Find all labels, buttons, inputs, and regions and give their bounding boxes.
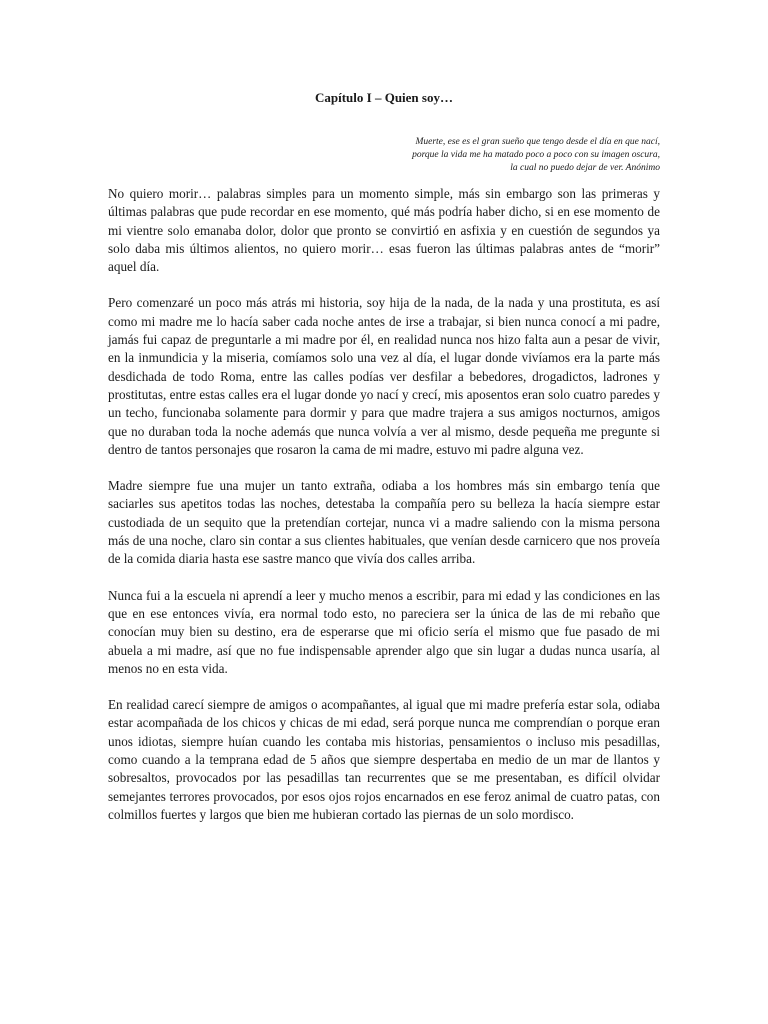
body-text (108, 185, 660, 842)
paragraph: Nunca fui a la escuela ni aprendí a leer y mucho menos a escribir, para mi edad y las condiciones en las que en ese entonces vivía, era normal todo esto, no pareciera ser la única de las de mi rebaño que conocían muy bien su destino, era de esperarse que mi oficio sería el mismo que fue pasado de mi abuela a mi madre, así que no fue indispensable aprender algo que sin lugar a dudas nunca usaría, al menos no en esta vida. (108, 587, 660, 676)
paragraph: En realidad carecí siempre de amigos o acompañantes, al igual que mi madre prefería estar sola, odiaba estar acompañada de los chicos y chicas de mi edad, será porque nunca me comprendían o porque eran unos idiotas, siempre huían cuando les contaba mis historias, pensamientos o incluso mis pesadillas, como cuando a la temprana edad de 5 años que siempre despertaba en medio de un mar de llantos y sobresaltos, provocados por las pesadillas tan recurrentes que se me presentaban, es difícil olvidar semejantes terrores provocados, por esos ojos rojos encarnados en ese feroz animal de cuatro patas, con colmillos fuertes y largos que bien me hubieran cortado las piernas de un solo mordisco. (108, 697, 660, 822)
epigraph (330, 136, 660, 175)
epigraph-line: porque la vida me ha matado poco a poco con su imagen oscura, (412, 150, 660, 160)
paragraph: Pero comenzaré un poco más atrás mi historia, soy hija de la nada, de la nada y una prostituta, es así como mi madre me lo hacía saber cada noche antes de irse a trabajar, si bien nunca conocí a mi padre, jamás fui capaz de preguntarle a mi madre por él, en realidad nunca nos hizo falta aun a pesar de vivir, en la inmundicia y la miseria, comíamos solo una vez al día, el lugar donde vivíamos era la parte más desdichada de todo Roma, entre las calles podías ver desfilar a bebedores, drogadictos, ladrones y prostitutas, entre estas calles era el lugar donde yo nací y crecí, mis aposentos eran solo cuatro paredes y un techo, funcionaba solamente para dormir y para que madre trajera a sus amigos nocturnos, amigos que no duraban toda la noche además que nunca volvía a ver al mismo, desde pequeña me pregunte si dentro de tantos personajes que rosaron la cama de mi madre, estuvo mi padre alguna vez. (108, 295, 660, 457)
epigraph-line: Muerte, ese es el gran sueño que tengo desde el día en que nací, (415, 137, 660, 147)
document-page (108, 0, 660, 1024)
chapter-title: Capítulo I – Quien soy… (315, 90, 453, 105)
paragraph: No quiero morir… palabras simples para un momento simple, más sin embargo son las primeras y últimas palabras que pude recordar en ese momento, qué más podría haber dicho, si en ese momento de mi vientre solo emanaba dolor, dolor que pronto se convirtió en asfixia y en cuestión de segundos ya solo daba mis últimos alientos, no quiero morir… esas fueron las últimas palabras antes de “morir” aquel día. (108, 186, 660, 275)
epigraph-line: la cual no puedo dejar de ver. Anónimo (510, 163, 660, 173)
paragraph: Madre siempre fue una mujer un tanto extraña, odiaba a los hombres más sin embargo tenía que saciarles sus apetitos todas las noches, detestaba la compañía pero su belleza la hacía siempre estar custodiada de un sequito que la pretendían cortejar, nunca vi a madre saliendo con la misma persona más de una noche, claro sin contar a sus clientes habituales, que venían desde carnicero que nos proveía de la comida diaria hasta ese sastre manco que vivía dos calles arriba. (108, 478, 660, 567)
